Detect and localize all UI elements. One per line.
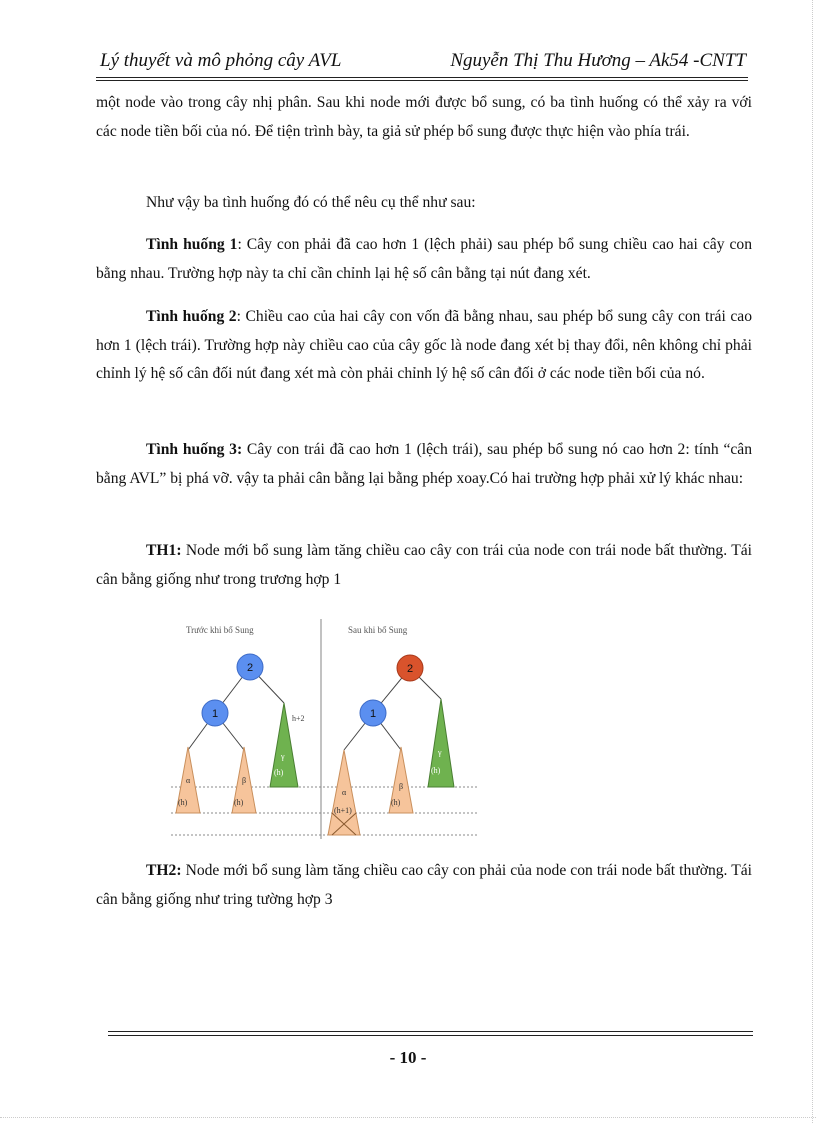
- th1-text: Node mới bổ sung làm tăng chiều cao cây con trái của node con trái node bất thường. Tái cân bằng giống như trong trương hợp 1: [96, 542, 752, 588]
- tree-before: [176, 654, 305, 813]
- case-2-label: Tình huống 2: [146, 308, 237, 325]
- footer-rule-bottom: [108, 1035, 753, 1036]
- paragraph-case-2: [96, 303, 752, 389]
- page-number: - 10 -: [389, 1048, 427, 1067]
- label-h: (h): [274, 768, 284, 777]
- paragraph-case-3: [96, 436, 752, 493]
- paragraph-case-1: [96, 231, 752, 288]
- case-1-label: Tình huống 1: [146, 236, 238, 253]
- case-1-text: : Cây con phải đã cao hơn 1 (lệch phải) sau phép bổ sung chiều cao hai cây con bằng nhau. Trường hợp này ta chỉ cần chỉnh lại hệ số cân bằng tại nút đang xét.: [96, 236, 752, 282]
- label-beta: β: [242, 776, 247, 785]
- paragraph-intro: một node vào trong cây nhị phân. Sau khi node mới được bổ sung, có ba tình huống có thể xảy ra với các node tiền bối của nó. Để tiện trình bày, ta giả sử phép bổ sung được thực hiện vào phía trái.: [96, 94, 752, 140]
- header-author: Nguyễn Thị Thu Hương – Ak54 -CNTT: [450, 50, 746, 71]
- avl-rotation-figure: [166, 617, 484, 843]
- label-h: (h): [178, 798, 188, 807]
- label-beta: β: [399, 782, 404, 791]
- label-alpha: α: [342, 788, 347, 797]
- header-rule-bottom: [96, 80, 748, 81]
- node-root-label: 2: [406, 663, 414, 675]
- label-h: (h): [431, 766, 441, 775]
- th2-label: TH2:: [146, 862, 182, 879]
- header-rule-top: [96, 77, 748, 78]
- th1-label: TH1:: [146, 542, 182, 559]
- paragraph-lead: Như vậy ba tình huống đó có thể nêu cụ thể như sau:: [146, 194, 476, 211]
- case-3-label: Tình huống 3:: [146, 441, 243, 458]
- page-header: [96, 48, 746, 76]
- paragraph-th1: [96, 537, 752, 594]
- header-title: Lý thuyết và mô phỏng cây AVL: [100, 50, 342, 71]
- figure-title-before: Trước khi bổ Sung: [186, 625, 254, 635]
- tree-after: [328, 655, 454, 835]
- label-alpha: α: [186, 776, 191, 785]
- label-h-plus-1: (h+1): [334, 806, 352, 815]
- label-h: (h): [391, 798, 401, 807]
- figure-title-after: Sau khi bổ Sung: [348, 625, 408, 635]
- footer-rule-top: [108, 1031, 753, 1032]
- case-2-text: : Chiều cao của hai cây con vốn đã bằng nhau, sau phép bổ sung cây con trái cao hơn 1 (lệch trái). Trường hợp này chiều cao của cây gốc là node đang xét bị thay đổi, nên không chỉ phải chỉnh lý hệ số cân đối nút đang xét mà còn phải chỉnh lý hệ số cân đối ở các node tiền bối của nó.: [96, 308, 752, 382]
- label-gamma: γ: [281, 752, 285, 761]
- node-child-label: 1: [211, 708, 219, 720]
- paragraph-th2: [96, 857, 752, 914]
- label-gamma: γ: [438, 748, 442, 757]
- case-3-text: Cây con trái đã cao hơn 1 (lệch trái), sau phép bổ sung nó cao hơn 2: tính “cân bằng AVL” bị phá vỡ. vậy ta phải cân bằng lại bằng phép xoay.Có hai trường hợp phải xử lý khác nhau:: [96, 441, 753, 487]
- th2-text: Node mới bổ sung làm tăng chiều cao cây con phải của node con trái node bất thường. Tái cân bằng giống như tring tường hợp 3: [96, 862, 752, 908]
- label-h: (h): [234, 798, 244, 807]
- node-child-label: 1: [369, 708, 377, 720]
- label-h-plus-2: h+2: [292, 714, 305, 723]
- page-edge-bottom: [0, 1117, 816, 1118]
- page-edge-right: [812, 0, 813, 1123]
- node-root-label: 2: [246, 662, 254, 674]
